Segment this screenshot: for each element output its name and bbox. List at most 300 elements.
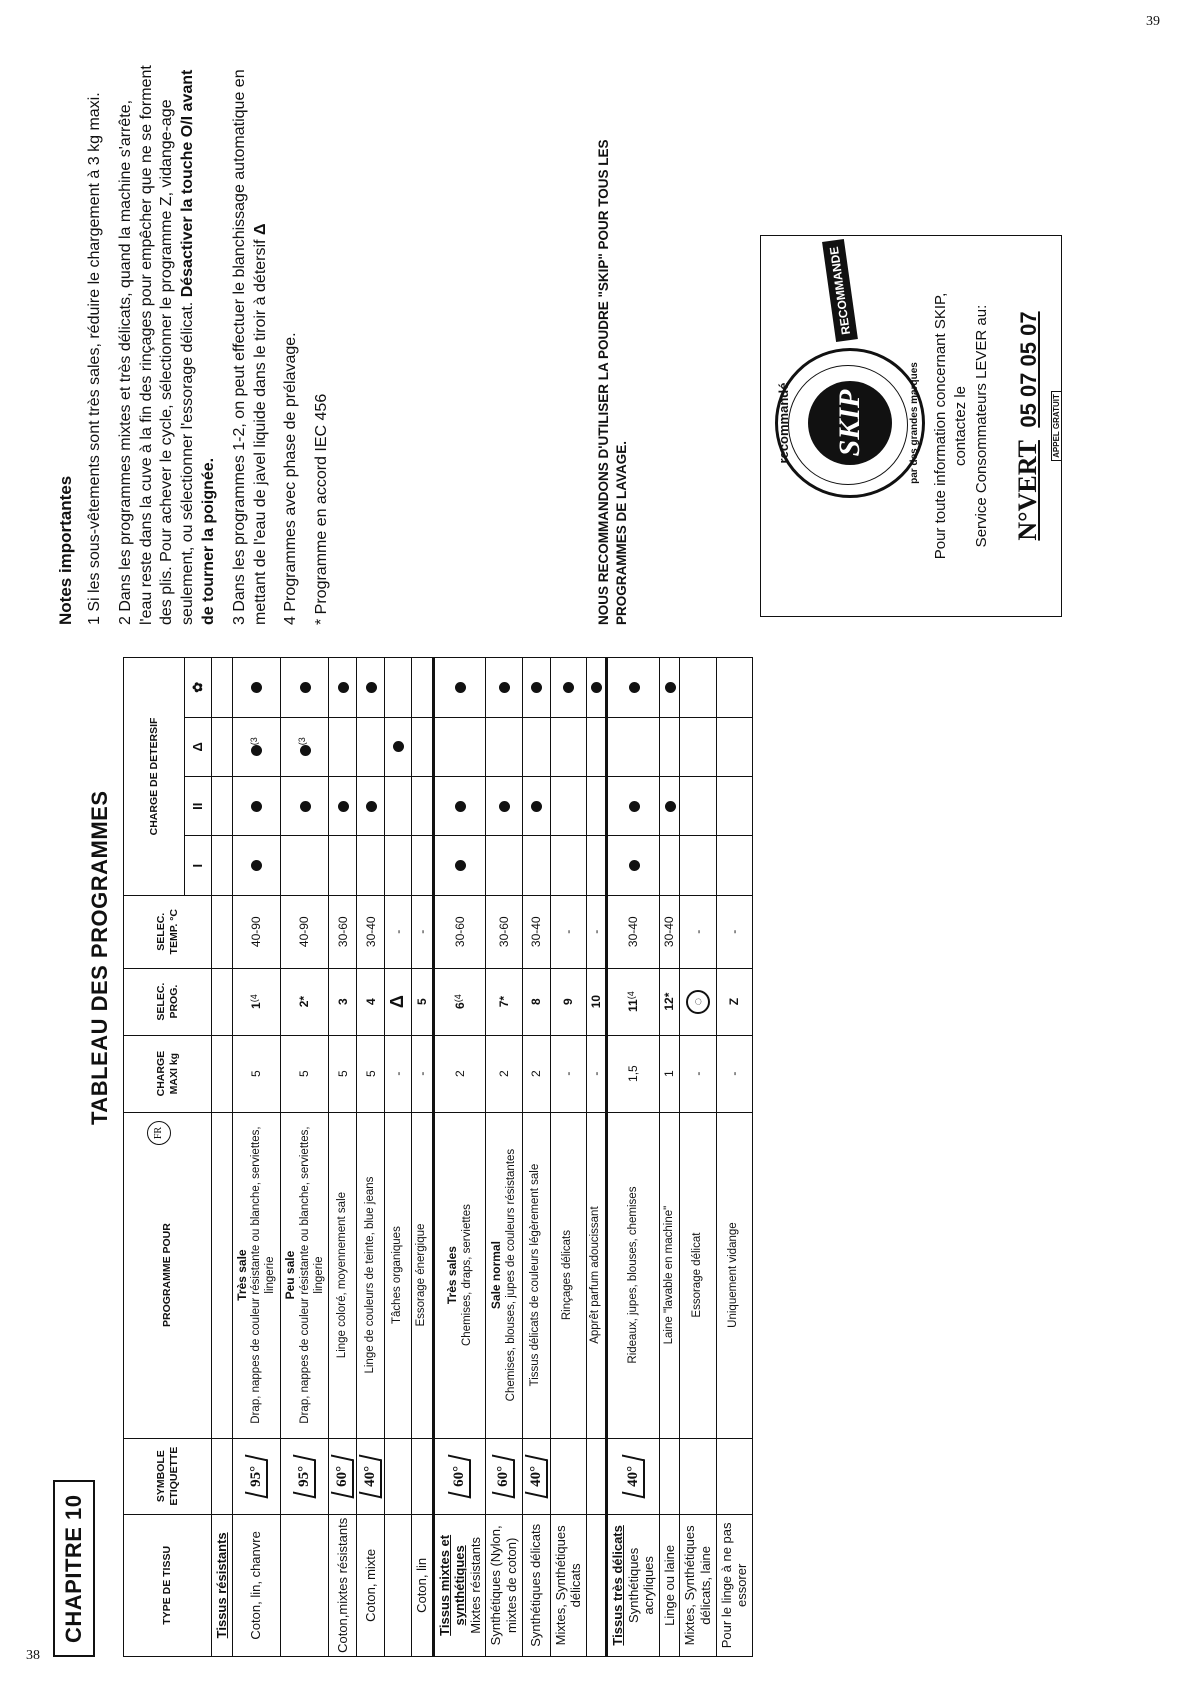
cell-temp: - [680, 895, 716, 968]
wash-temp-icon [245, 1454, 268, 1498]
detergent-dot-icon [251, 801, 262, 812]
detergent-dot-icon [251, 745, 262, 756]
wash-temp-icon [525, 1454, 548, 1498]
table-row [433, 658, 486, 1657]
numero-vert-label: N°VERT [1013, 440, 1042, 541]
cell-symbol [680, 1438, 716, 1514]
cell-detergent-3 [232, 717, 280, 776]
cell-type [385, 1514, 412, 1656]
cell-detergent-4 [716, 658, 752, 718]
program-table [123, 657, 753, 1657]
cell-selprog [522, 968, 550, 1035]
header-seltemp: SELEC. TEMP. °C [124, 895, 212, 968]
cell-program [522, 1112, 550, 1438]
cell-detergent-4 [522, 658, 550, 718]
cell-charge: - [716, 1035, 752, 1112]
cell-detergent-4 [385, 658, 412, 718]
cell-symbol [607, 1438, 660, 1514]
program-label: Essorage délicat [691, 1232, 704, 1318]
cell-symbol [659, 1438, 680, 1514]
type-label: Coton, lin, chanvre [248, 1531, 264, 1640]
cell-temp [212, 895, 233, 968]
table-row [659, 658, 680, 1657]
appel-gratuit-label: APPEL GRATUIT [1051, 391, 1062, 461]
wash-temp-label: 95° [296, 1465, 313, 1487]
detergent-dot-icon [366, 682, 377, 693]
detergent-dot-icon [531, 682, 542, 693]
cell-temp: 30-40 [522, 895, 550, 968]
cell-type [411, 1514, 433, 1656]
program-label: Rideaux, jupes, blouses, chemises [626, 1186, 639, 1364]
cell-selprog [486, 968, 522, 1035]
cell-detergent-2 [329, 777, 357, 836]
cell-detergent-1 [329, 836, 357, 895]
logo-bottom-text: par des grandes marques [909, 362, 920, 484]
cell-detergent-1 [586, 836, 606, 895]
detergent-dot-icon [455, 801, 466, 812]
cell-charge: 5 [232, 1035, 280, 1112]
cell-detergent-2 [680, 777, 716, 836]
cell-selprog [659, 968, 680, 1035]
cell-charge: - [680, 1035, 716, 1112]
cell-symbol [522, 1438, 550, 1514]
wash-temp-label: 60° [495, 1465, 512, 1487]
cell-selprog [329, 968, 357, 1035]
cell-program [385, 1112, 412, 1438]
type-label: Coton, mixte [363, 1548, 379, 1622]
cell-program [586, 1112, 606, 1438]
table-row [232, 658, 280, 1657]
cell-detergent-3 [659, 717, 680, 776]
cell-type [586, 1514, 606, 1656]
wash-temp-icon [622, 1454, 645, 1498]
cell-symbol [232, 1438, 280, 1514]
cell-symbol [586, 1438, 606, 1514]
wash-temp-label: 40° [625, 1465, 641, 1487]
selprog-value: 2* [297, 995, 312, 1008]
cell-detergent-3 [716, 717, 752, 776]
cell-detergent-2 [586, 777, 606, 836]
cell-temp: 30-40 [357, 895, 385, 968]
header-charge: CHARGE MAXI kg [124, 1035, 212, 1112]
header-det-3: Δ [185, 717, 212, 776]
cell-charge: 2 [433, 1035, 486, 1112]
type-label: Pour le linge à ne pas essorer [718, 1522, 750, 1649]
cell-detergent-4 [550, 658, 586, 718]
cell-symbol [716, 1438, 752, 1514]
cell-type [522, 1514, 550, 1656]
cell-charge: - [411, 1035, 433, 1112]
page-title: TABLEAU DES PROGRAMMES [87, 790, 112, 1125]
cell-program [411, 1112, 433, 1438]
cell-detergent-4 [433, 658, 486, 718]
table-row [486, 658, 522, 1657]
cell-temp: 30-60 [486, 895, 522, 968]
note-2-text: 2 Dans les programmes mixtes et très délicats, quand la machine s'arrête, l'eau reste dans la cuve à la fin des rinçages pour empêcher que ne se forment des plis. Pour achever le cycle, sélectionner le programme Z, vidange-age seulement, ou sélectionner l'essorage délicat. [116, 65, 197, 625]
program-bold-label: Très sales [445, 1246, 460, 1305]
cell-detergent-4 [212, 658, 233, 718]
wash-temp-icon [293, 1454, 316, 1498]
cell-symbol [357, 1438, 385, 1514]
contact-text [931, 246, 992, 606]
selprog-value: 3 [335, 998, 350, 1005]
cell-program [212, 1112, 233, 1438]
detergent-dot-icon [499, 682, 510, 693]
type-label: Synthétiques acryliques [625, 1547, 657, 1623]
cell-charge: 2 [486, 1035, 522, 1112]
bleach-triangle-icon: Δ [251, 223, 269, 236]
cell-detergent-3 [586, 717, 606, 776]
cell-type [329, 1514, 357, 1656]
table-row [522, 658, 550, 1657]
cell-temp: 40-90 [280, 895, 328, 968]
detergent-dot-icon [251, 682, 262, 693]
cell-temp: - [716, 895, 752, 968]
cell-detergent-3 [486, 717, 522, 776]
detergent-dot-icon [300, 745, 311, 756]
cell-symbol [329, 1438, 357, 1514]
cell-symbol [385, 1438, 412, 1514]
header-det-4: ✿ [185, 658, 212, 718]
wash-temp-icon [492, 1454, 515, 1498]
contact-line-2: contactez le [952, 385, 970, 467]
cell-detergent-3 [550, 717, 586, 776]
selprog-value: 6 [452, 1002, 467, 1009]
cell-detergent-4 [280, 658, 328, 718]
cell-type [280, 1514, 328, 1656]
cell-program [550, 1112, 586, 1438]
cell-charge: - [586, 1035, 606, 1112]
table-row [329, 658, 357, 1657]
logo-center-text: SKIP [808, 381, 892, 465]
selprog-value: 10 [588, 994, 603, 1009]
note-1: 1 Si les sous-vêtements sont très sales, réduire le chargement à 3 kg maxi. [86, 92, 104, 625]
program-label: Essorage énergique [414, 1223, 427, 1327]
group-label: Tissus résistants [214, 1532, 229, 1639]
recommande-badge: RECOMMANDE [822, 239, 858, 342]
cell-detergent-3 [212, 717, 233, 776]
detergent-dot-icon [455, 860, 466, 871]
type-label: Linge ou laine [661, 1544, 677, 1626]
wash-temp-label: 40° [527, 1465, 544, 1487]
cell-selprog [680, 968, 716, 1035]
type-label: Synthétiques (Nylon, mixtes de coton) [488, 1525, 519, 1646]
table-row [716, 658, 752, 1657]
cell-temp: - [550, 895, 586, 968]
cell-program [433, 1112, 486, 1438]
wash-temp-icon [331, 1454, 354, 1498]
wash-temp-icon [448, 1454, 471, 1498]
cell-program [659, 1112, 680, 1438]
note-2 [116, 65, 220, 625]
cell-detergent-1 [659, 836, 680, 895]
detergent-dot-icon [455, 682, 466, 693]
cell-selprog [716, 968, 752, 1035]
selprog-value: 7* [496, 995, 511, 1008]
detergent-dot-icon [531, 801, 542, 812]
cell-program [680, 1112, 716, 1438]
group-label: Tissus mixtes et synthétiques [436, 1534, 468, 1636]
cell-symbol [550, 1438, 586, 1514]
cell-detergent-3 [411, 717, 433, 776]
cell-program [232, 1112, 280, 1438]
note-3 [230, 65, 272, 625]
cell-detergent-3 [433, 717, 486, 776]
cell-selprog [357, 968, 385, 1035]
page-number-bottom: 38 [26, 1648, 40, 1663]
cell-detergent-2 [607, 777, 660, 836]
cell-detergent-4 [680, 658, 716, 718]
selprog-value: 11 [626, 999, 641, 1012]
cell-detergent-4 [486, 658, 522, 718]
cell-program [280, 1112, 328, 1438]
cell-detergent-3 [357, 717, 385, 776]
note-4: 4 Programmes avec phase de prélavage. [282, 332, 300, 625]
phone-number: 05 07 05 07 [1016, 311, 1041, 428]
cell-temp: 40-90 [232, 895, 280, 968]
cell-charge: 5 [329, 1035, 357, 1112]
cell-detergent-4 [411, 658, 433, 718]
table-row [550, 658, 586, 1657]
wash-temp-label: 95° [247, 1465, 264, 1487]
cell-type [716, 1514, 752, 1656]
cell-temp: 30-60 [329, 895, 357, 968]
cell-temp: 30-40 [659, 895, 680, 968]
cell-symbol [411, 1438, 433, 1514]
type-label: Mixtes résistants [467, 1536, 483, 1634]
header-program: PROGRAMME POUR [124, 1112, 212, 1438]
spin-spiral-icon: ◌ [686, 990, 710, 1014]
cell-detergent-4 [357, 658, 385, 718]
cell-detergent-1 [433, 836, 486, 895]
cell-detergent-2 [433, 777, 486, 836]
cell-detergent-2 [357, 777, 385, 836]
cell-detergent-2 [411, 777, 433, 836]
cell-selprog [586, 968, 606, 1035]
table-row [607, 658, 660, 1657]
program-label: Drap, nappes de couleur résistante ou blanche, serviettes, lingerie [298, 1126, 325, 1424]
cell-selprog [411, 968, 433, 1035]
detergent-footnote: (3 [297, 737, 308, 746]
cell-temp: 30-60 [433, 895, 486, 968]
cell-detergent-1 [716, 836, 752, 895]
cell-charge: 2 [522, 1035, 550, 1112]
cell-type [680, 1514, 716, 1656]
cell-detergent-4 [586, 658, 606, 718]
table-row [357, 658, 385, 1657]
cell-program [716, 1112, 752, 1438]
selprog-footnote: (4 [249, 994, 260, 1003]
cell-detergent-3 [680, 717, 716, 776]
header-detergent: CHARGE DE DETERSIF [124, 658, 185, 896]
selprog-value: 9 [560, 998, 575, 1005]
detergent-dot-icon [591, 682, 602, 693]
cell-type [659, 1514, 680, 1656]
type-label: Mixtes, Synthétiques délicats, laine [682, 1525, 714, 1646]
selprog-value: 4 [363, 998, 378, 1005]
cell-charge: 5 [280, 1035, 328, 1112]
selprog-value: Z [727, 997, 742, 1006]
page-number-top: 39 [1146, 14, 1160, 29]
detergent-footnote: (3 [249, 737, 260, 746]
table-body [212, 658, 753, 1657]
cell-type [357, 1514, 385, 1656]
cell-detergent-1 [607, 836, 660, 895]
cell-symbol [486, 1438, 522, 1514]
cell-detergent-1 [280, 836, 328, 895]
cell-program [357, 1112, 385, 1438]
cell-temp: - [411, 895, 433, 968]
table-row [680, 658, 716, 1657]
type-label: Synthétiques délicats [528, 1523, 544, 1647]
cell-charge [212, 1035, 233, 1112]
phone-line [1013, 246, 1061, 606]
cell-temp: 30-40 [607, 895, 660, 968]
wash-temp-icon [359, 1454, 382, 1498]
note-3-text: 3 Dans les programmes 1-2, on peut effectuer le blanchissage automatique en mettant de l'eau de javel liquide dans le tiroir à détersif [230, 69, 269, 625]
selprog-value: 8 [528, 998, 543, 1005]
program-label: Laine "lavable en machine" [662, 1205, 675, 1345]
detergent-dot-icon [629, 801, 640, 812]
note-5: * Programme en accord IEC 456 [313, 393, 331, 625]
program-label: Rinçages délicats [561, 1230, 574, 1321]
cell-type [232, 1514, 280, 1656]
logo-top-text: recommandé [776, 382, 791, 464]
skip-logo [775, 348, 925, 498]
detergent-dot-icon [499, 801, 510, 812]
header-selprog: SELEC. PROG. [124, 968, 212, 1035]
program-bold-label: Sale normal [489, 1241, 504, 1310]
note-2-bold: Désactiver la touche O/I avant de tourner la poignée. [179, 69, 218, 625]
selprog-value: Δ [387, 995, 408, 1009]
header-type: TYPE DE TISSU [124, 1514, 212, 1656]
contact-line-3: Service Consommateurs LEVER au: [972, 304, 990, 548]
cell-selprog [550, 968, 586, 1035]
detergent-dot-icon [629, 860, 640, 871]
cell-detergent-2 [550, 777, 586, 836]
header-symbol: SYMBOLE ETIQUETTE [124, 1438, 212, 1514]
detergent-dot-icon [366, 801, 377, 812]
cell-detergent-3 [329, 717, 357, 776]
cell-temp: - [586, 895, 606, 968]
program-bold-label: Très sale [234, 1249, 249, 1301]
wash-temp-label: 40° [362, 1465, 379, 1487]
cell-symbol [212, 1438, 233, 1514]
cell-detergent-1 [357, 836, 385, 895]
cell-detergent-3 [522, 717, 550, 776]
table-row [385, 658, 412, 1657]
selprog-value: 1 [249, 1002, 264, 1009]
cell-selprog [433, 968, 486, 1035]
cell-detergent-4 [232, 658, 280, 718]
selprog-footnote: (4 [452, 994, 463, 1003]
cell-type [433, 1514, 486, 1656]
program-label: Chemises, draps, serviettes [460, 1204, 473, 1347]
cell-type [607, 1514, 660, 1656]
cell-detergent-2 [385, 777, 412, 836]
header-det-1: I [185, 836, 212, 895]
detergent-dot-icon [300, 801, 311, 812]
table-row [280, 658, 328, 1657]
cell-charge: 5 [357, 1035, 385, 1112]
program-label: Drap, nappes de couleur résistante ou blanche, serviettes, lingerie [250, 1126, 277, 1424]
wash-temp-label: 60° [451, 1465, 468, 1487]
detergent-dot-icon [300, 682, 311, 693]
detergent-dot-icon [665, 682, 676, 693]
selprog-footnote: (4 [626, 991, 637, 1000]
cell-program [607, 1112, 660, 1438]
cell-detergent-2 [486, 777, 522, 836]
program-label: Apprêt parfum adoucissant [589, 1206, 602, 1344]
program-label: Tissus délicats de couleurs légèrement sale [529, 1163, 542, 1387]
cell-detergent-1 [550, 836, 586, 895]
type-label: Coton, lin [413, 1557, 429, 1613]
cell-temp: - [385, 895, 412, 968]
cell-detergent-1 [522, 836, 550, 895]
cell-selprog [607, 968, 660, 1035]
skip-promo-box [760, 235, 1062, 617]
selprog-value: 12* [662, 992, 677, 1011]
cell-detergent-2 [522, 777, 550, 836]
detergent-dot-icon [338, 682, 349, 693]
detergent-dot-icon [563, 682, 574, 693]
type-label: Mixtes, Synthétiques délicats [552, 1525, 584, 1646]
cell-detergent-4 [607, 658, 660, 718]
wash-temp-label: 60° [334, 1465, 351, 1487]
header-det-2: II [185, 777, 212, 836]
cell-symbol [433, 1438, 486, 1514]
type-label: Coton,mixtes résistants [335, 1517, 351, 1653]
cell-detergent-1 [212, 836, 233, 895]
cell-charge: 1 [659, 1035, 680, 1112]
selprog-value: 5 [414, 998, 429, 1005]
cell-detergent-1 [232, 836, 280, 895]
cell-program [329, 1112, 357, 1438]
cell-detergent-3 [280, 717, 328, 776]
cell-selprog [232, 968, 280, 1035]
cell-charge: - [385, 1035, 412, 1112]
cell-detergent-3 [607, 717, 660, 776]
group-label: Tissus très délicats [610, 1525, 626, 1646]
cell-detergent-2 [716, 777, 752, 836]
cell-detergent-1 [411, 836, 433, 895]
cell-type [550, 1514, 586, 1656]
table-row [411, 658, 433, 1657]
detergent-dot-icon [665, 801, 676, 812]
cell-selprog [385, 968, 412, 1035]
cell-type [212, 1514, 233, 1656]
cell-type [486, 1514, 522, 1656]
program-label: Tâches organiques [391, 1226, 404, 1324]
program-label: Linge de couleurs de teinte, blue jeans [363, 1176, 376, 1374]
cell-detergent-4 [659, 658, 680, 718]
cell-detergent-1 [385, 836, 412, 895]
cell-detergent-2 [280, 777, 328, 836]
chapter-heading: CHAPITRE 10 [53, 1480, 95, 1657]
fr-language-mark: FR [147, 1121, 171, 1145]
rotated-page [25, 25, 1165, 1665]
cell-charge: 1,5 [607, 1035, 660, 1112]
detergent-dot-icon [251, 860, 262, 871]
cell-detergent-2 [212, 777, 233, 836]
program-label: Uniquement vidange [727, 1222, 740, 1328]
table-row [212, 658, 233, 1657]
cell-symbol [280, 1438, 328, 1514]
program-label: Linge coloré, moyennement sale [335, 1191, 348, 1359]
cell-selprog [280, 968, 328, 1035]
notes-section [55, 65, 343, 625]
notes-title: Notes importantes [56, 475, 75, 625]
